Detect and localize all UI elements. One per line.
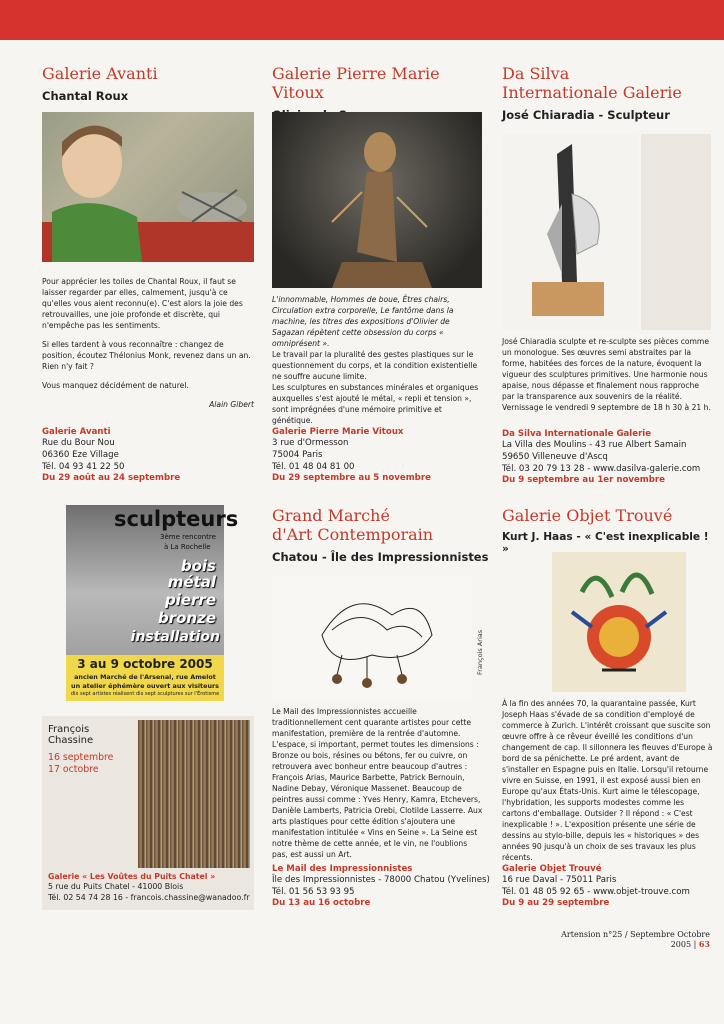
chassine-date: 17 octobre — [48, 764, 99, 775]
dasilva-text — [502, 336, 712, 413]
poster-word: bronze — [157, 609, 216, 627]
paragraph: Le travail par la pluralité des gestes plastiques sur le questionnement du corps, et la condition existentielle ne souffre aucune limite. — [272, 350, 478, 381]
address-line: La Villa des Moulins - 43 rue Albert Samain — [502, 440, 687, 450]
top-red-band — [0, 0, 724, 44]
exhibition-dates: Du 9 septembre au 1er novembre — [502, 475, 665, 485]
phone: Tél. 01 56 53 93 95 — [272, 887, 355, 897]
poster-word: pierre — [164, 591, 216, 609]
poster-rencontre: 3ème rencontre — [160, 533, 216, 541]
address-line: 59650 Villeneuve d'Ascq — [502, 452, 608, 462]
vitoux-address — [272, 427, 484, 483]
poster-title: sculpteurs — [114, 507, 239, 531]
poster-word: installation — [130, 629, 220, 645]
sculpteurs-poster — [66, 505, 239, 701]
address-gallery: Galerie Objet Trouvé — [502, 864, 602, 874]
chassine-address — [48, 872, 258, 903]
avanti-section — [42, 64, 254, 103]
paragraph: Vernissage le vendredi 9 septembre de 18 h 30 à 21 h. — [502, 403, 711, 412]
vitoux-text — [272, 294, 482, 426]
poster-line: un atelier éphémère ouvert aux visiteurs — [71, 682, 219, 690]
address-gallery: Galerie Avanti — [42, 427, 111, 437]
exhibition-dates: Du 29 septembre au 5 novembre — [272, 473, 431, 483]
address-line: 5 rue du Puits Chatel - 41000 Blois — [48, 882, 184, 891]
poster-line: ancien Marché de l'Arsenal, rue Amelot — [74, 673, 216, 681]
phone: Tél. 01 48 05 92 65 - www.objet-trouve.com — [502, 887, 690, 897]
poster-word: métal — [167, 573, 216, 591]
exhibition-dates: Du 9 au 29 septembre — [502, 898, 610, 908]
event-title-line1: Grand Marché — [272, 506, 390, 525]
address-gallery: Galerie Pierre Marie Vitoux — [272, 427, 404, 437]
footer-text: Artension n°25 / Septembre Octobre 2005 — [561, 930, 710, 949]
chantal-roux-painting — [42, 112, 254, 262]
poster-dates: 3 au 9 octobre 2005 — [77, 657, 213, 671]
artist-name: José Chiaradia - Sculpteur — [502, 108, 670, 122]
chassine-textile-artwork — [138, 720, 250, 868]
chassine-date: 16 septembre — [48, 752, 114, 763]
paragraph: José Chiaradia sculpte et re-sculpte ses pièces comme un monologue. Ses œuvres semi abstraites par la forme, habitées des forces de la nature, évoquent la vigueur des sculptures primitives. Une harmonie nous apaise, nous dépasse et finalement nous rapproche par la transparence aux souvenirs de la réalité. — [502, 337, 709, 401]
sagazan-sculpture-photo — [272, 112, 482, 288]
paragraph: Les sculptures en substances minérales et organiques auxquelles s'est ajouté le métal, « repli et tension », sont imprégnées d'une mémoire primitive et génétique. — [272, 383, 479, 425]
objet-trouve-text: À la fin des années 70, la quarantaine passée, Kurt Joseph Haas s'évade de sa condition d'employé de commerce à Zurich. L'intérêt croissant que suscite son œuvre offre à ce rêveur éveillé les conditions d'un changement de cap. Il sillonnera les fleuves d'Europe à bord de sa pénichette. Le pré ardent, avant de s'installer en Espagne puis en Italie. Lorsqu'il retourne vivre en Suisse, en 1991, il est exposé aussi bien en Europe qu'aux États-Unis. Kurt aime le télescopage, l'hybridation, les supports modestes comme les cartons d'emballage. Outsider ? Il répond : « C'est inexplicable ! ». L'exposition présente une série de dessins au stylo-bille, depuis les « historiques » des années 90 jusqu'à un choix de ses travaux les plus récents. — [502, 699, 713, 862]
chiaradia-sculpture-photo — [502, 134, 637, 330]
phone: Tél. 03 20 79 13 28 - www.dasilva-galerie.com — [502, 464, 701, 474]
gallery-title: Galerie Objet Trouvé — [502, 506, 673, 525]
address-gallery: Galerie « Les Voûtes du Puits Chatel » — [48, 872, 216, 881]
address-line: 16 rue Daval - 75011 Paris — [502, 875, 617, 885]
phone: Tél. 02 54 74 28 16 - francois.chassine@wanadoo.fr — [48, 893, 250, 902]
avanti-address — [42, 427, 254, 483]
phone: Tél. 01 48 04 81 00 — [272, 462, 355, 472]
photo-credit: François Arias — [476, 629, 484, 675]
dasilva-section — [502, 64, 712, 122]
gallery-title-line2: Internationale Galerie — [502, 83, 682, 102]
event-title-line2: d'Art Contemporain — [272, 525, 434, 544]
gallery-title: Galerie Avanti — [42, 64, 158, 83]
paragraph: L'innommable, Hommes de boue, Êtres chairs, Circulation extra corporelle, Le fantôme dans la machine, les titres des expositions d'Olivier de Sagazan répètent cette obsession du corps « omniprésent ». — [272, 295, 454, 348]
artist-name: Kurt J. Haas - « C'est inexplicable ! » — [502, 531, 709, 555]
gallery-title-line1: Da Silva — [502, 64, 570, 83]
grand-marche-text: Le Mail des Impressionnistes accueille traditionnellement cent quarante artistes pour cette manifestation, première de la rentrée d'automne. L'espace, si important, permet toutes les dimensions : Bronze ou bois, résines ou bétons, fer ou cuivre, on retrouvera avec bonheur entre beaucoup d'autres : François Arias, Maurice Barbette, Patrick Bernouin, Nadine Debay, Véronique Massenet. Beaucoup de peintres aussi comme : Yves Henry, Kamra, Etchevers, Danièle Lamberts, Patricia Orebi, Clotilde Lasserre. Aux arts plastiques pour cette édition s'ajoutera une manifestation intitulée « Vins en Seine ». La Seine est notre thème de cette année, et le vin, ne l'oublions pas, est aussi un Art. — [272, 707, 483, 859]
paragraph: Si elles tardent à vous reconnaître : changez de position, écoutez Thélonius Monk, revenez dans un an. Rien n'y fait ? — [42, 340, 251, 371]
avanti-text — [42, 276, 254, 410]
chassine-artist: François Chassine — [48, 724, 94, 746]
page-footer: Artension n°25 / Septembre Octobre 2005 | 63 — [561, 930, 710, 949]
address-gallery: Da Silva Internationale Galerie — [502, 429, 652, 439]
objet-trouve-section — [502, 506, 714, 555]
phone: Tél. 04 93 41 22 50 — [42, 462, 125, 472]
page-number: 63 — [698, 939, 710, 949]
gallery-title: Galerie Pierre Marie Vitoux — [272, 64, 440, 102]
arias-wire-sculpture-photo — [272, 575, 472, 699]
poster-line: dix sept artistes réalisent dix sept sculptures sur l'Érotisme — [70, 691, 220, 697]
event-location: Chatou - Île des Impressionnistes — [272, 550, 489, 564]
poster-word: bois — [180, 557, 216, 575]
address-line: Île des Impressionnistes - 78000 Chatou (Yvelines) — [272, 875, 490, 885]
side-photo-strip — [641, 134, 711, 330]
address-line: 3 rue d'Ormesson — [272, 438, 349, 448]
address-line: 06360 Eze Village — [42, 450, 119, 460]
address-line: Rue du Bour Nou — [42, 438, 115, 448]
artist-name: Chantal Roux — [42, 89, 129, 103]
address-line: 75004 Paris — [272, 450, 323, 460]
signature: Alain Gibert — [209, 400, 254, 409]
paragraph: Vous manquez décidément de naturel. — [42, 381, 189, 390]
address-gallery: Le Mail des Impressionnistes — [272, 864, 413, 874]
dasilva-address — [502, 429, 714, 485]
exhibition-dates: Du 29 août au 24 septembre — [42, 473, 181, 483]
haas-drawing — [552, 552, 686, 692]
poster-city: à La Rochelle — [164, 543, 211, 551]
objet-trouve-address — [502, 864, 714, 908]
exhibition-dates: Du 13 au 16 octobre — [272, 898, 371, 908]
paragraph: Pour apprécier les toiles de Chantal Roux, il faut se laisser regarder par elles, calmement, jusqu'à ce qu'elles vous aient reconnu(e). C'est alors la joie des retrouvailles, une joie profonde et discrète, qui n'empêche pas les sentiments. — [42, 277, 243, 330]
grand-marche-address — [272, 864, 492, 908]
grand-marche-section — [272, 506, 490, 564]
